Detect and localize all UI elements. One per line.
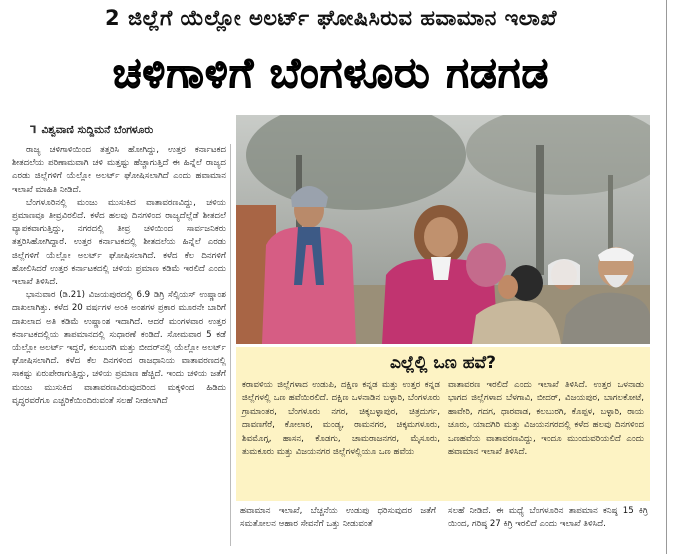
info-box-text: ಕರಾವಳಿಯ ಜಿಲ್ಲೆಗಳಾದ ಉಡುಪಿ, ದಕ್ಷಿಣ ಕನ್ನಡ ಮತ್ತು ಉತ್ತರ ಕನ್ನಡ ಜಿಲ್ಲೆಗಳಲ್ಲಿ ಒಣ ಹವೆಯಿರಲಿದೆ. ದಕ್ಷಿಣ ಒಳನಾಡಿನ ಬಳ್ಳಾರಿ, ಬೆಂಗಳೂರು ಗ್ರಾಮಾಂತರ, ಬೆಂಗಳೂರು ನಗರ, ಚಿಕ್ಕಬಳ್ಳಾಪುರ, ಚಿತ್ರದುರ್ಗ, ದಾವಣಗೆರೆ, ಕೋಲಾರ, ಮಂಡ್ಯ, ರಾಮನಗರ, ಚಿಕ್ಕಮಗಳೂರು, ಶಿವಮೊಗ್ಗ, ಹಾಸನ, ಕೊಡಗು, ಚಾಮರಾಜನಗರ, ಮೈಸೂರು, ತುಮಕೂರು ಮತ್ತು ವಿಜಯನಗರ ಜಿಲ್ಲೆಗಳಲ್ಲಿಯೂ ಒಣ ಹವೆಯ — [242, 380, 440, 458]
kicker-headline: 2 ಜಿಲ್ಲೆಗೆ ಯೆಲ್ಲೋ ಅಲರ್ಟ್ ಘೋಷಿಸಿರುವ ಹವಾಮಾನ ಇಲಾಖೆ — [105, 6, 557, 30]
article-paragraph: ಭಾನುವಾರ (ಡಿ.21) ವಿಜಯಪುರದಲ್ಲಿ 6.9 ಡಿಗ್ರಿ ಸೆಲ್ಸಿಯಸ್ ಉಷ್ಣಾಂಶ ದಾಖಲಾಗಿತ್ತು. ಕಳೆದ 20 ವರ್ಷಗಳ ಅಂಕಿ ಅಂಶಗಳ ಪ್ರಕಾರ ಮೂರನೇ ಬಾರಿಗೆ ದಾಖಲಾದ ಅತಿ ಕಡಿಮೆ ಉಷ್ಣಾಂಶ ಇದಾಗಿದೆ. ಆದರೆ ಮಂಗಳವಾರ ಉತ್ತರ ಕರ್ನಾಟಕದಲ್ಲಿಯ ತಾಪಮಾನದಲ್ಲಿ ಸುಧಾರಣೆ ಕಂಡಿದೆ. ಸೋಮವಾರ 5 ಕಡೆ ಯೆಲ್ಲೋ ಅಲರ್ಟ್ ಇದ್ದರೆ, ಕಲಬುರಗಿ ಮತ್ತು ಬೀದರ್‌ನಲ್ಲಿ ಯೆಲ್ಲೋ ಅಲರ್ಟ್ ಘೋಷಿಸಲಾಗಿದೆ. ಕಳೆದ ಕೆಲ ದಿನಗಳಿಂದ ರಾಜಧಾನಿಯ ವಾತಾವರಣದಲ್ಲಿ ಸಾಕಷ್ಟು ಏರುಪೇರಾಗುತ್ತಿದ್ದು, ಚಳಿಯ ಪ್ರಮಾಣ ಹೆಚ್ಚಿದೆ. ಇಂದು ಚಳಿಯ ಜತೆಗೆ ಮಂಜು ಮುಸುಕಿದ ವಾತಾವರಣವಿರುವುದರಿಂದ ಮಕ್ಕಳಿಂದ ಹಿಡಿದು ವೃದ್ಧರವರೆಗೂ ಎಚ್ಚರಿಕೆಯಿಂದಿರುವಂತೆ ಸಲಹೆ ನೀಡಲಾಗಿದೆ — [12, 290, 226, 406]
byline-marker-icon: ⅂ — [30, 124, 36, 136]
info-box-column-2 — [448, 379, 644, 459]
info-box-dry-weather — [236, 347, 650, 501]
column-rule — [230, 144, 231, 546]
bottom-text-left — [240, 505, 436, 532]
info-box-text: ವಾತಾವರಣ ಇರಲಿದೆ ಎಂದು ಇಲಾಖೆ ತಿಳಿಸಿದೆ. ಉತ್ತರ ಒಳನಾಡು ಭಾಗದ ಜಿಲ್ಲೆಗಳಾದ ಬೆಳಗಾವಿ, ಬೀದರ್, ವಿಜಯಪುರ, ಬಾಗಲಕೋಟೆ, ಹಾವೇರಿ, ಗದಗ, ಧಾರವಾಡ, ಕಲಬುರಗಿ, ಕೊಪ್ಪಳ, ಬಳ್ಳಾರಿ, ರಾಯ ಚೂರು, ಯಾದಗಿರಿ ಮತ್ತು ವಿಜಯನಗರದಲ್ಲಿ ಕಳೆದ ಹಲವು ದಿನಗಳಿಂದ ಒಣಹವೆಯ ವಾತಾವರಣವಿದ್ದು, ಇಂದೂ ಮುಂದುವರಿಯಲಿದೆ ಎಂದು ಹವಾಮಾನ ಇಲಾಖೆ ತಿಳಿಸಿದೆ. — [448, 380, 644, 458]
article-paragraph: ರಾಜ್ಯ ಚಳಿಗಾಳಿಯಿಂದ ತತ್ತರಿಸಿ ಹೋಗಿದ್ದು, ಉತ್ತರ ಕರ್ನಾಟಕದ ಶೀತದಲೆಯ ಪರಿಣಾಮವಾಗಿ ಚಳಿ ಮತ್ತಷ್ಟು ಹೆಚ್ಚಾಗುತ್ತಿದೆ ಈ ಹಿನ್ನೆಲೆ ರಾಜ್ಯದ ಎರಡು ಜಿಲ್ಲೆಗಳಿಗೆ ಯೆಲ್ಲೋ ಅಲರ್ಟ್ ಘೋಷಿಸಲಾಗಿದೆ ಎಂದು ಹವಾಮಾನ ಇಲಾಖೆ ಮಾಹಿತಿ ನೀಡಿದೆ. — [12, 145, 226, 195]
photo-people-in-fog — [236, 115, 650, 344]
bottom-paragraph: ಸಲಹೆ ನೀಡಿದೆ. ಈ ಮಧ್ಯೆ ಬೆಂಗಳೂರಿನ ತಾಪಮಾನ ಕನಿಷ್ಠ 15 ಕಿಗ್ರಿ ಯಿಂದ, ಗರಿಷ್ಠ 27 ಕಿಗ್ರಿ ಇರಲಿದೆ ಎಂದು ಇಲಾಖೆ ತಿಳಿಸಿದೆ. — [448, 506, 648, 530]
article-body-left — [12, 144, 226, 546]
byline — [30, 124, 153, 137]
info-box-title: ಎಲ್ಲೆಲ್ಲಿ ಒಣ ಹವೆ? — [389, 353, 497, 373]
bottom-paragraph: ಹವಾಮಾನ ಇಲಾಖೆ, ಬೆಚ್ಚನೆಯ ಉಡುಪು ಧರಿಸುವುದರ ಜತೆಗೆ ಸಮತೋಲನ ಆಹಾರ ಸೇವನೆಗೆ ಒತ್ತು ನೀಡುವಂತೆ — [240, 506, 436, 530]
column-divider — [666, 0, 667, 554]
bottom-text-right — [448, 505, 648, 532]
article-paragraph: ಬೆಂಗಳೂರಿನಲ್ಲಿ ಮಂಜು ಮುಸುಕಿದ ವಾತಾವರಣವಿದ್ದು, ಚಳಿಯ ಪ್ರಮಾಣವೂ ತೀವ್ರವಿರಲಿದೆ. ಕಳೆದ ಹಲವು ದಿನಗಳಿಂದ ರಾಜ್ಯದೆಲ್ಲೆಡೆ ಶೀತದಲೆ ವ್ಯಾಪಕವಾಗುತ್ತಿದ್ದು, ನಗರದಲ್ಲಿ ತೀವ್ರ ಚಳಿಯಿಂದ ಸಾರ್ವಜನಿಕರು ತತ್ತರಿಸಿಹೋಗಿದ್ದಾರೆ. ಉತ್ತರ ಕರ್ನಾಟಕದಲ್ಲಿ ಶೀತದಲೆಯ ಹಿನ್ನೆಲೆ ಎರಡು ಜಿಲ್ಲೆಗಳಿಗೆ ಯೆಲ್ಲೋ ಅಲರ್ಟ್ ಘೋಷಿಸಲಾಗಿದೆ. ಕಳೆದ ಕೆಲ ದಿನಗಳಿಗೆ ಹೋಲಿಸಿದರೆ ಉತ್ತರ ಕರ್ನಾಟಕದಲ್ಲಿ ಚಳಿಯ ಪ್ರಮಾಣ ಕಡಿಮೆ ಇರಲಿದೆ ಎಂದು ಇಲಾಖೆ ತಿಳಿಸಿದೆ. — [12, 197, 226, 288]
news-photo — [236, 115, 650, 344]
info-box-column-1 — [242, 379, 440, 459]
main-headline: ಚಳಿಗಾಳಿಗೆ ಬೆಂಗಳೂರು ಗಡಗಡ — [112, 48, 550, 97]
byline-text: ವಿಶ್ವವಾಣಿ ಸುದ್ದಿಮನೆ ಬೆಂಗಳೂರು — [41, 124, 154, 136]
